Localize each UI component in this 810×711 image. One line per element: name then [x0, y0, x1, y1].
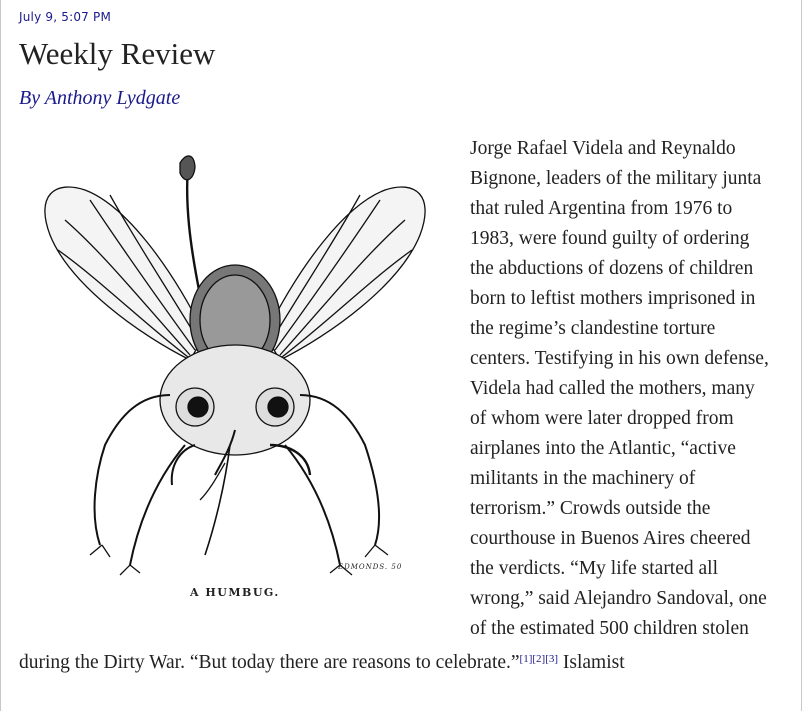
footnote-link-3[interactable]: [3] [545, 653, 559, 665]
article-byline [19, 87, 180, 110]
byline-prefix: By [19, 87, 41, 109]
footnote-link-2[interactable]: [2] [532, 653, 546, 665]
article-dateline: July 9, 5:07 PM [19, 10, 112, 24]
artist-signature: EDMONDS. 50 [338, 563, 403, 571]
footnote-refs [520, 653, 558, 665]
illustration-caption: A HUMBUG. [190, 586, 280, 599]
humbug-engraving-icon [30, 145, 450, 610]
body-paragraph: Jorge Rafael Videla and Reynaldo Bignone, leaders of the military junta that ruled Argentina from 1976 to 1983, were found guilty of ordering the abductions of dozens of children born to leftist mothers imprisoned in the regime’s clandestine torture centers. Testifying in his own defense, Videla had called the mothers, many of whom were later dropped from airplanes into the Atlantic, “active militants in the machinery of terrorism.” Crowds outside the courthouse in Buenos Aires cheered the verdicts. “My life started all wrong,” said Alejandro Sandoval, one of the estimated 500 children stolen during the Dirty War. “But today there are reasons to celebrate.” [19, 138, 769, 673]
body-continuation: Islamist [558, 652, 625, 673]
article-title: Weekly Review [19, 36, 216, 71]
author-link[interactable]: Anthony Lydgate [44, 87, 181, 109]
footnote-link-1[interactable]: [1] [519, 653, 533, 665]
